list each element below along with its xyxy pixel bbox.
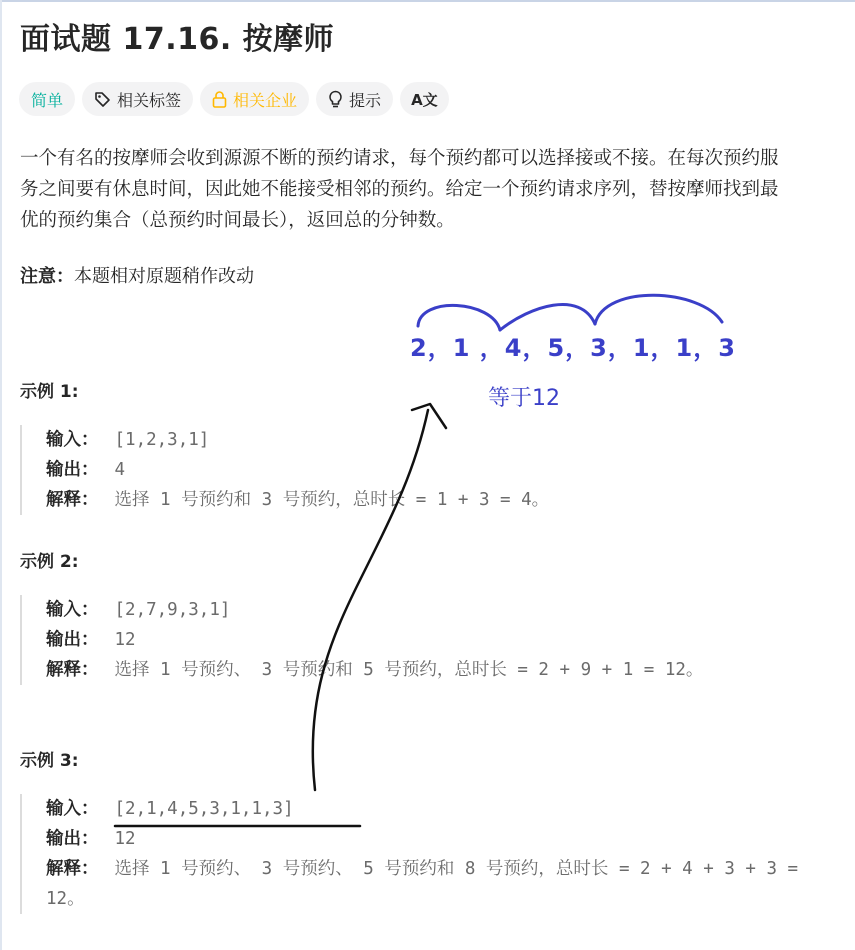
annotation-arc-2 [500, 305, 595, 330]
example-1-input: [1,2,3,1] [114, 430, 210, 450]
explain-label: 解释： [46, 660, 99, 680]
example-2-output: 12 [114, 630, 136, 650]
related-tags-button[interactable] [82, 82, 193, 116]
example-2-title: 示例 2: [20, 552, 79, 572]
input-label: 输入： [46, 430, 99, 450]
hint-button[interactable] [316, 82, 393, 116]
output-label: 输出： [46, 829, 99, 849]
translate-icon: A文 [411, 90, 438, 109]
annotation-arc-3 [595, 295, 722, 324]
note-text: 本题相对原题稍作改动 [74, 266, 254, 287]
example-3-block [20, 794, 809, 914]
example-1-explain: 选择 1 号预约和 3 号预约，总时长 = 1 + 3 = 4。 [114, 490, 550, 510]
example-2-explain: 选择 1 号预约、 3 号预约和 5 号预约，总时长 = 2 + 9 + 1 = 12。 [114, 660, 704, 680]
example-1-block [20, 425, 800, 515]
lightbulb-icon [328, 90, 343, 108]
lock-icon [212, 91, 227, 108]
window-top-border [0, 0, 855, 2]
related-companies-label: 相关企业 [233, 90, 298, 110]
problem-note [20, 262, 254, 292]
annotation-sum-note: 等于12 [488, 386, 560, 411]
annotation-arc-1 [418, 305, 500, 330]
related-tags-label: 相关标签 [117, 90, 182, 110]
note-label: 注意： [20, 266, 74, 287]
example-3-input: [2,1,4,5,3,1,1,3] [114, 799, 294, 819]
example-2-block [20, 595, 800, 685]
explain-label: 解释： [46, 859, 99, 879]
hint-label: 提示 [349, 90, 382, 110]
example-1-title: 示例 1: [20, 382, 79, 402]
example-1-output: 4 [114, 460, 126, 480]
example-3-output: 12 [114, 829, 136, 849]
related-companies-button[interactable] [200, 82, 309, 116]
tag-icon [94, 91, 111, 108]
window-left-border [0, 0, 2, 950]
problem-title: 面试题 17.16. 按摩师 [20, 22, 335, 57]
difficulty-badge[interactable]: 简单 [19, 82, 75, 116]
explain-label: 解释： [46, 490, 99, 510]
example-3-explain: 选择 1 号预约、 3 号预约、 5 号预约和 8 号预约，总时长 = 2 + 4 + 3 + 3 = 12。 [46, 859, 809, 909]
tag-bar [19, 82, 449, 116]
input-label: 输入： [46, 799, 99, 819]
example-2-input: [2,7,9,3,1] [114, 600, 231, 620]
translate-button[interactable] [400, 82, 449, 116]
example-3-title: 示例 3: [20, 751, 79, 771]
output-label: 输出： [46, 460, 99, 480]
output-label: 输出： [46, 630, 99, 650]
input-label: 输入： [46, 600, 99, 620]
problem-description: 一个有名的按摩师会收到源源不断的预约请求，每个预约都可以选择接或不接。在每次预约服务之间要有休息时间，因此她不能接受相邻的预约。给定一个预约请求序列，替按摩师找到最优的预约集合（总预约时间最长），返回总的分钟数。 [20, 148, 779, 231]
annotation-sequence: 2，1 ，4，5，3，1，1，3 [410, 334, 736, 362]
